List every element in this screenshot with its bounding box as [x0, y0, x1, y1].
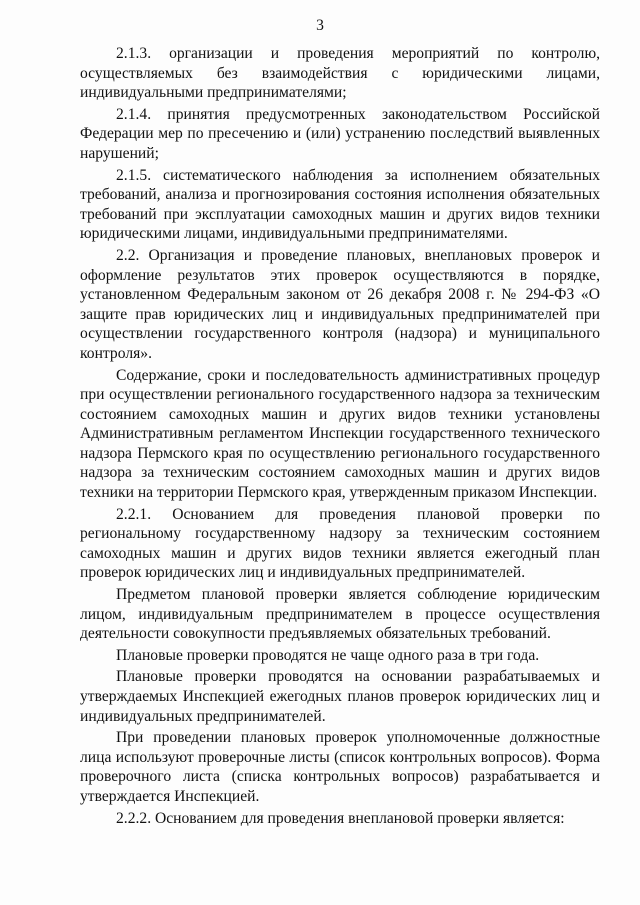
document-body: [80, 44, 600, 830]
paragraph-2-1-3: 2.1.3. организации и проведения мероприятий по контролю, осуществляемых без взаимодействия с юридическими лицами, индивидуальными предпринимателями;: [80, 45, 600, 102]
paragraph-inspection-subject: Предметом плановой проверки является соблюдение юридическим лицом, индивидуальным предпринимателем в процессе осуществления деятельности совокупности предъявляемых обязательных требований.: [80, 586, 600, 643]
paragraph-2-1-5: 2.1.5. систематического наблюдения за исполнением обязательных требований, анализа и прогнозирования состояния исполнения обязательных требований при эксплуатации самоходных машин и других видов техники юридическими лицами, индивидуальными предпринимателями.: [80, 166, 600, 243]
page-number: 3: [316, 17, 324, 34]
paragraph-frequency: Плановые проверки проводятся не чаще одного раза в три года.: [116, 646, 540, 664]
paragraph-annual-plans: Плановые проверки проводятся на основании разрабатываемых и утверждаемых Инспекцией ежегодных планов проверок юридических лиц и индивидуальных предпринимателей.: [80, 668, 600, 725]
paragraph-2-2: 2.2. Организация и проведение плановых, внеплановых проверок и оформление результатов этих проверок осуществляются в порядке, установленном Федеральным законом от 26 декабря 2008 г. № 294-ФЗ «О защите прав юридических лиц и индивидуальных предпринимателей при осуществлении государственного контроля (надзора) и муниципального контроля».: [80, 246, 600, 362]
paragraph-2-1-4: 2.1.4. принятия предусмотренных законодательством Российской Федерации мер по пресечению и (или) устранению последствий выявленных нарушений;: [80, 105, 600, 162]
paragraph-procedures: Содержание, сроки и последовательность административных процедур при осуществлении регионального государственного надзора за техническим состоянием самоходных машин и других видов техники установлены Административным регламентом Инспекции государственного технического надзора Пермского края по осуществлению регионального государственного надзора за техническим состоянием самоходных машин и других видов техники на территории Пермского края, утвержденным приказом Инспекции.: [80, 366, 600, 502]
paragraph-2-2-2: 2.2.2. Основанием для проведения внеплановой проверки является:: [116, 809, 565, 827]
paragraph-checklists: При проведении плановых проверок уполномоченные должностные лица используют проверочные листы (список контрольных вопросов). Форма проверочного листа (списка контрольных вопросов) разрабатывается и утверждается Инспекцией.: [80, 729, 600, 805]
paragraph-2-2-1: 2.2.1. Основанием для проведения плановой проверки по региональному государственному надзору за техническим состоянием самоходных машин и других видов техники является ежегодный план проверок юридических лиц и индивидуальных предпринимателей.: [80, 505, 600, 582]
